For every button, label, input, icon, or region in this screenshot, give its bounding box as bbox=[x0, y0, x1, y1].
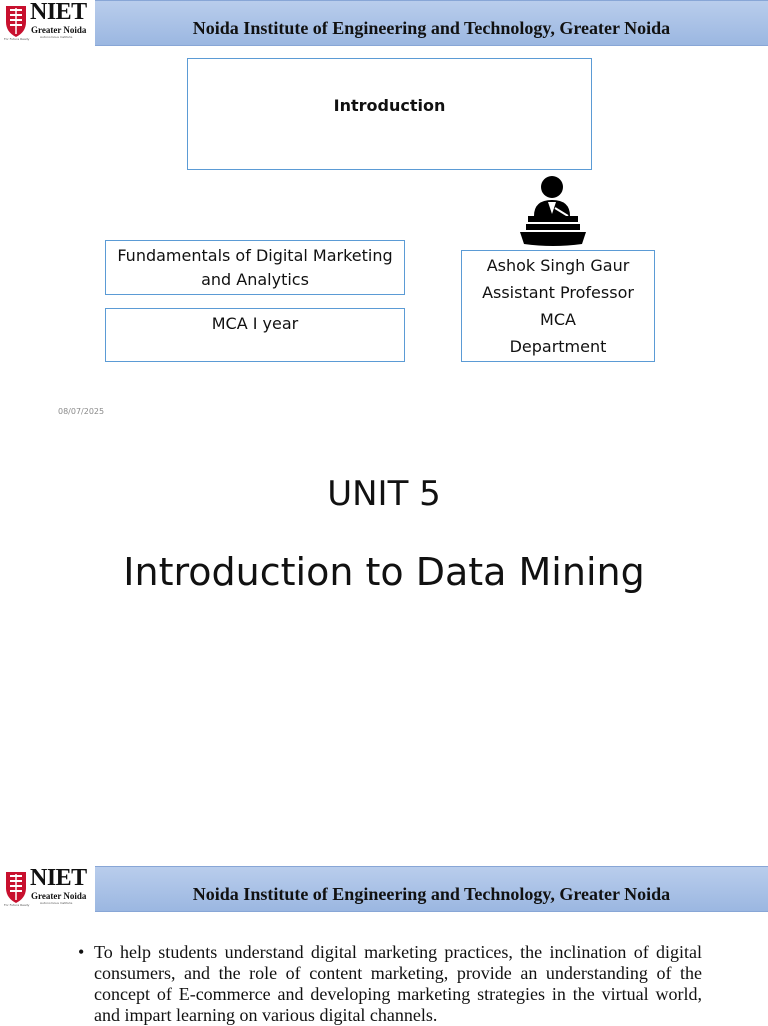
faculty-designation: Assistant Professor bbox=[482, 283, 634, 302]
course-name: Fundamentals of Digital Marketing and Analytics bbox=[117, 246, 393, 289]
header-title: Noida Institute of Engineering and Technology, Greater Noida bbox=[192, 883, 671, 904]
logo-motto: For Future Ready bbox=[4, 903, 30, 907]
niet-logo bbox=[4, 1, 92, 41]
objective-item bbox=[78, 942, 702, 1026]
year-box bbox=[105, 308, 405, 362]
faculty-program: MCA bbox=[540, 310, 576, 329]
slide-title: Introduction to Data Mining bbox=[123, 550, 645, 594]
logo-motto: For Future Ready bbox=[4, 37, 30, 41]
niet-shield-icon bbox=[4, 870, 28, 904]
logo-brand: NIET bbox=[30, 0, 87, 25]
course-year: MCA I year bbox=[211, 314, 299, 333]
bullet-icon: • bbox=[78, 942, 85, 962]
unit-title: UNIT 5 bbox=[327, 474, 441, 514]
faculty-box bbox=[461, 250, 655, 362]
speaker-podium-icon bbox=[514, 172, 592, 248]
intro-label: Introduction bbox=[333, 96, 446, 115]
niet-logo bbox=[4, 867, 92, 907]
header-title: Noida Institute of Engineering and Technology, Greater Noida bbox=[192, 17, 671, 38]
objective-text: To help students understand digital marketing practices, the inclination of digital consumers, and the role of content marketing, provide an understanding of the concept of E-commerce and developing marketing strategies in the virtual world, and impart learning on various digital channels. bbox=[94, 942, 702, 1025]
logo-place: Greater Noida bbox=[31, 891, 87, 901]
logo-brand: NIET bbox=[30, 865, 87, 891]
slide-2 bbox=[0, 866, 768, 1024]
faculty-department: Department bbox=[509, 337, 607, 356]
header-band bbox=[95, 866, 768, 912]
course-box bbox=[105, 240, 405, 295]
logo-tagline: Autonomous Institute bbox=[40, 901, 73, 905]
slide-date: 08/07/2025 bbox=[58, 407, 105, 416]
header-band bbox=[95, 0, 768, 46]
niet-shield-icon bbox=[4, 4, 28, 38]
logo-place: Greater Noida bbox=[31, 25, 87, 35]
faculty-name: Ashok Singh Gaur bbox=[486, 256, 630, 275]
logo-tagline: Autonomous Institute bbox=[40, 35, 73, 39]
intro-box bbox=[187, 58, 592, 170]
